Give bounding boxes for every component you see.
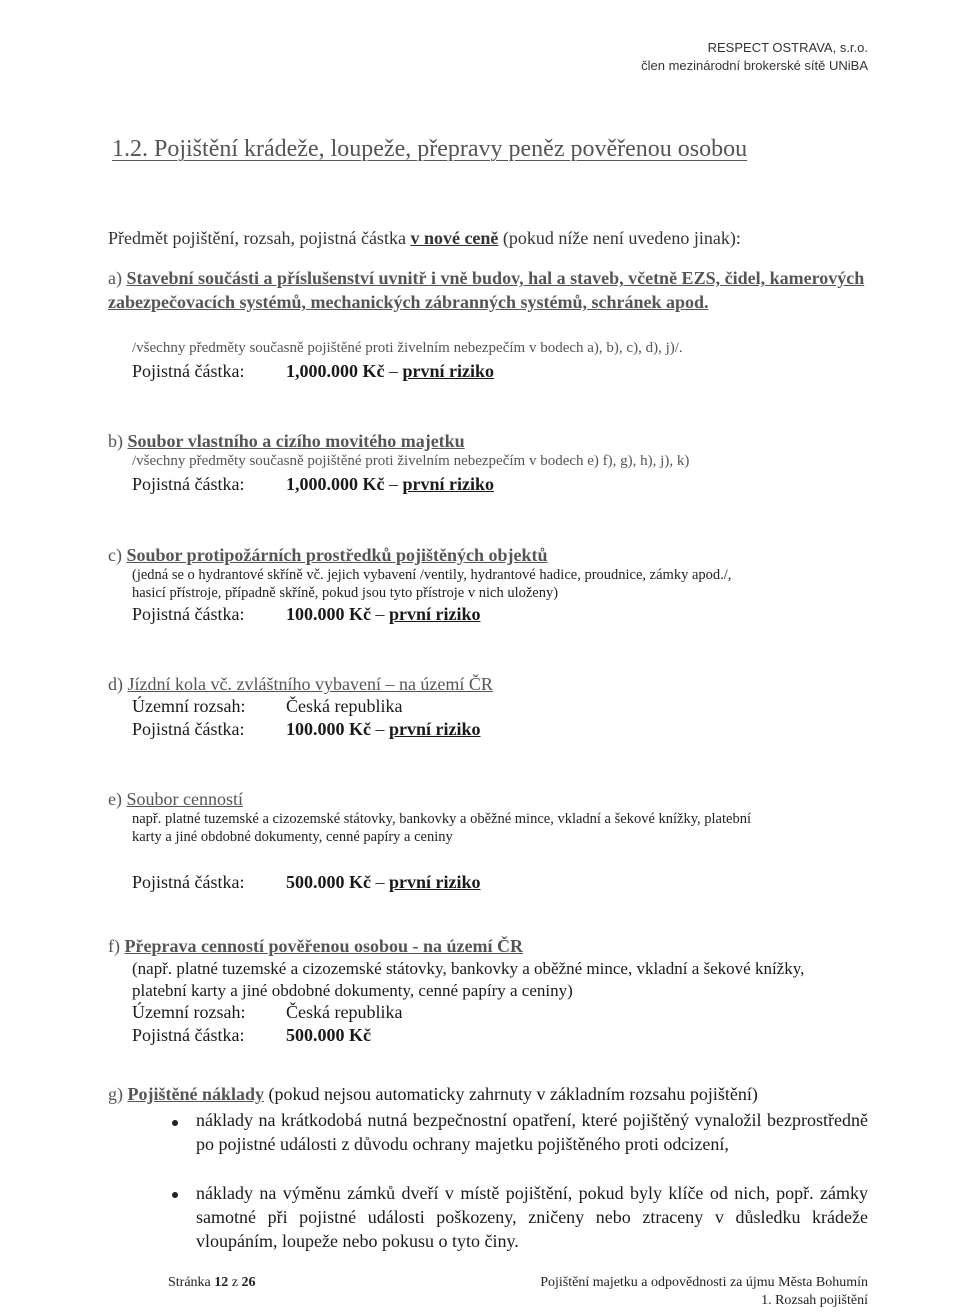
section-title: 1.2. Pojištění krádeže, loupeže, přepravy peněz pověřenou osobou xyxy=(112,136,748,162)
page-number xyxy=(168,1275,255,1291)
subject-new-price: v nové ceně xyxy=(410,228,499,248)
item-g-bullet-1: náklady na krátkodobá nutná bezpečnostní opatření, které pojištěný vynaložil bezprostředně po pojistné události z důvodu ochrany majetku pojištěného proti odcizení, xyxy=(196,1110,868,1154)
item-a-dash: – xyxy=(384,361,403,381)
item-b-title: Soubor vlastního a cizího movitého majetku xyxy=(127,431,465,451)
item-d-sum-row xyxy=(132,719,481,740)
item-g-title-suffix: (pokud nejsou automaticky zahrnuty v základním rozsahu pojištění) xyxy=(264,1084,758,1104)
item-e-note-1: např. platné tuzemské a cizozemské státovky, bankovky a oběžné mince, vkladní a šekové knížky, platební xyxy=(132,811,751,827)
item-f-territory: Česká republika xyxy=(286,1002,403,1022)
item-c-note-2: hasicí přístroje, případně skříně, pokud jsou tyto přístroje v nich uloženy) xyxy=(132,585,559,601)
item-f-sum-row xyxy=(132,1025,371,1046)
item-e-heading xyxy=(108,789,243,810)
item-b-dash: – xyxy=(384,474,403,494)
item-f-heading xyxy=(108,936,523,957)
item-e-amount: 500.000 Kč xyxy=(286,872,371,892)
item-e-sum-row xyxy=(132,872,481,893)
page-current: 12 xyxy=(214,1275,229,1290)
bullet-icon xyxy=(172,1192,178,1198)
subject-suffix: (pokud níže není uvedeno jinak): xyxy=(498,228,741,248)
item-a-risk: první riziko xyxy=(402,361,495,381)
item-d-dash: – xyxy=(371,719,389,739)
item-g-title: Pojištěné náklady xyxy=(127,1084,265,1104)
item-c-title: Soubor protipožárních prostředků pojištěných objektů xyxy=(126,545,548,565)
item-d-letter: d) xyxy=(108,674,123,694)
company-name: RESPECT OSTRAVA, s.r.o. xyxy=(707,40,868,55)
item-e-risk: první riziko xyxy=(389,872,481,892)
item-a-letter: a) xyxy=(108,268,122,288)
sum-label: Pojistná částka: xyxy=(132,1025,245,1045)
item-e-dash: – xyxy=(371,872,389,892)
item-c-risk: první riziko xyxy=(389,604,481,624)
item-f-territory-row xyxy=(132,1002,402,1023)
page-mid: z xyxy=(228,1275,242,1290)
sum-label: Pojistná částka: xyxy=(132,872,245,892)
item-b-risk: první riziko xyxy=(402,474,495,494)
item-b-amount: 1,000.000 Kč xyxy=(286,474,385,494)
item-d-title: Jízdní kola vč. zvláštního vybavení – na území ČR xyxy=(127,674,493,694)
item-b-note: /všechny předměty současně pojištěné proti živelním nebezpečím v bodech e) f), g), h), j), k) xyxy=(132,453,690,469)
item-f-amount: 500.000 Kč xyxy=(286,1025,371,1045)
item-d-territory: Česká republika xyxy=(286,696,403,716)
item-a-amount: 1,000.000 Kč xyxy=(286,361,385,381)
sum-label: Pojistná částka: xyxy=(132,604,245,624)
sum-label: Pojistná částka: xyxy=(132,474,245,494)
item-a-title: Stavební součásti a příslušenství uvnitř i vně budov, hal a staveb, včetně EZS, čidel, kamerových zabezpečovacích systémů, mechanických zábranných systémů, schránek apod. xyxy=(108,268,865,312)
footer-doc-title: Pojištění majetku a odpovědnosti za újmu Města Bohumín xyxy=(540,1275,868,1290)
item-g-heading xyxy=(108,1084,758,1105)
item-c-heading xyxy=(108,545,548,566)
item-c-dash: – xyxy=(371,604,389,624)
sum-label: Pojistná částka: xyxy=(132,719,245,739)
item-e-letter: e) xyxy=(108,789,122,809)
footer-chapter: 1. Rozsah pojištění xyxy=(761,1293,868,1308)
item-c-sum-row xyxy=(132,604,481,625)
item-f-letter: f) xyxy=(108,936,120,956)
item-g-letter: g) xyxy=(108,1084,123,1104)
subject-line xyxy=(108,228,741,249)
sum-label: Pojistná částka: xyxy=(132,361,245,381)
item-g-bullet-2: náklady na výměnu zámků dveří v místě pojištění, pokud byly klíče od nich, popř. zámky samotné při pojistné události poškozeny, zničeny nebo ztraceny v důsledku krádeže vloupáním, loupeže nebo pokusu o tyto činy. xyxy=(196,1183,868,1251)
item-d-amount: 100.000 Kč xyxy=(286,719,371,739)
item-f-title: Přeprava cenností pověřenou osobou - na území ČR xyxy=(124,936,523,956)
item-e-note-2: karty a jiné obdobné dokumenty, cenné papíry a ceniny xyxy=(132,829,453,845)
item-f-note-2: platební karty a jiné obdobné dokumenty, cenné papíry a ceniny) xyxy=(132,981,573,1000)
item-d-risk: první riziko xyxy=(389,719,481,739)
item-c-amount: 100.000 Kč xyxy=(286,604,371,624)
item-d-heading xyxy=(108,674,493,695)
item-a-heading xyxy=(108,266,868,314)
item-a-sum-row xyxy=(132,361,494,382)
item-b-letter: b) xyxy=(108,431,123,451)
item-c-note-1: (jedná se o hydrantové skříně vč. jejich vybavení /ventily, hydrantové hadice, proudnice, zámky apod./, xyxy=(132,567,732,583)
item-b-sum-row xyxy=(132,474,494,495)
bullet-icon xyxy=(172,1120,178,1126)
network-membership: člen mezinárodní brokerské sítě UNiBA xyxy=(641,58,868,73)
item-a-note: /všechny předměty současně pojištěné proti živelním nebezpečím v bodech a), b), c), d), j)/. xyxy=(132,340,683,356)
page-total: 26 xyxy=(241,1275,256,1290)
item-e-title: Soubor cenností xyxy=(126,789,243,809)
item-c-letter: c) xyxy=(108,545,122,565)
item-f-note-1: (např. platné tuzemské a cizozemské státovky, bankovky a oběžné mince, vkladní a šekové knížky, xyxy=(132,959,805,978)
territory-label: Územní rozsah: xyxy=(132,696,246,716)
subject-prefix: Předmět pojištění, rozsah, pojistná částka xyxy=(108,228,411,248)
item-d-territory-row xyxy=(132,696,402,717)
item-b-heading xyxy=(108,431,465,452)
page-prefix: Stránka xyxy=(168,1275,215,1290)
territory-label: Územní rozsah: xyxy=(132,1002,246,1022)
